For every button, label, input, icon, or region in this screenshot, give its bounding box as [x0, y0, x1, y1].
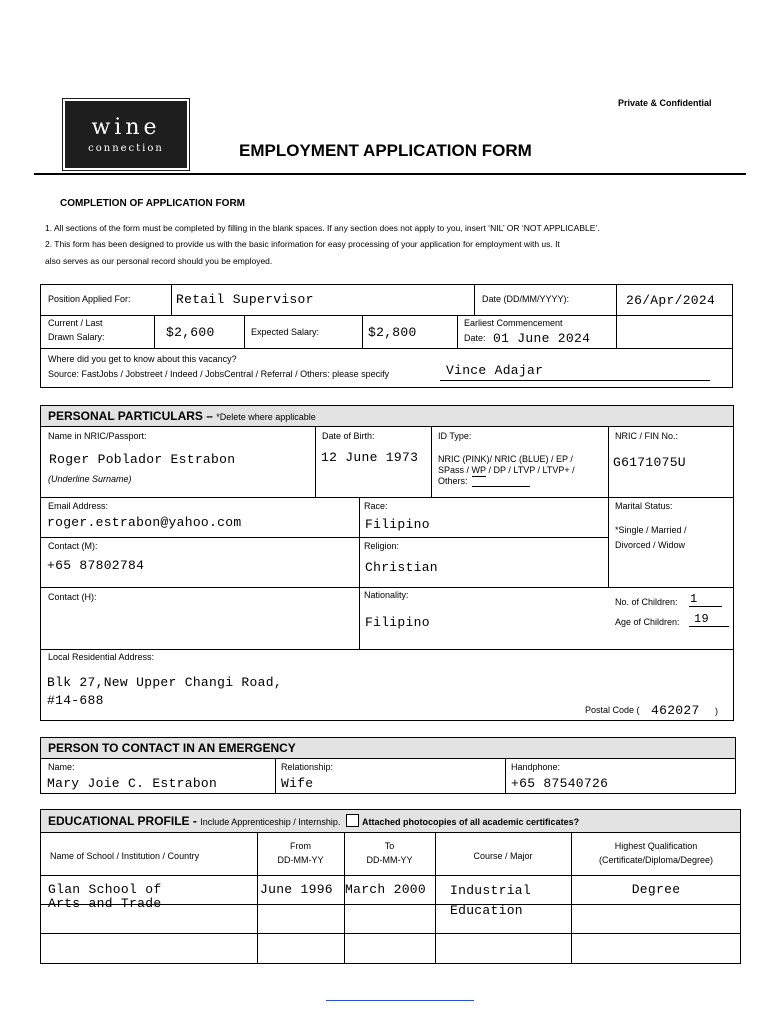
date-field[interactable]: 26/Apr/2024 — [626, 293, 716, 308]
personal-heading — [48, 409, 316, 423]
id-type-options-1: NRIC (PINK)/ NRIC (BLUE) / EP / — [438, 454, 573, 464]
position-col-divider-7 — [457, 315, 458, 348]
dob-field[interactable]: 12 June 1973 — [321, 450, 419, 465]
id-type-others: Others: — [438, 476, 468, 486]
logo-wordmark: wine — [91, 115, 161, 140]
source-label: Source: FastJobs / Jobstreet / Indeed / JobsCentral / Referral / Others: please specify — [48, 369, 390, 379]
postal-code-field[interactable]: 462027 — [651, 703, 700, 718]
current-salary-label-1: Current / Last — [48, 318, 103, 328]
personal-divider-2 — [40, 497, 734, 498]
nationality-field[interactable]: Filipino — [365, 615, 430, 630]
id-type-spass[interactable]: SPass / — [438, 465, 472, 475]
position-col-divider-1 — [171, 284, 172, 315]
nric-field[interactable]: G6171075U — [613, 455, 686, 470]
address-field-line-1[interactable]: Blk 27,New Upper Changi Road, — [47, 675, 282, 690]
children-label: No. of Children: — [615, 597, 678, 607]
col-from-header-1: From — [290, 841, 311, 851]
commencement-date-field[interactable]: 01 June 2024 — [493, 331, 591, 346]
name-field[interactable]: Roger Poblador Estrabon — [49, 452, 236, 467]
position-row-divider-1 — [40, 315, 733, 316]
personal-heading-note: *Delete where applicable — [216, 412, 316, 422]
source-underline — [440, 380, 710, 381]
personal-col-divider-4 — [359, 497, 360, 649]
underline-surname-note: (Underline Surname) — [48, 474, 132, 484]
position-field[interactable]: Retail Supervisor — [176, 292, 314, 307]
contact-m-field[interactable]: +65 87802784 — [47, 558, 145, 573]
header-divider — [34, 173, 746, 175]
commencement-label-1: Earliest Commencement — [464, 318, 563, 328]
postal-code-label: Postal Code ( — [585, 705, 640, 715]
date-label: Date (DD/MM/YYYY): — [482, 294, 570, 304]
contact-h-label: Contact (H): — [48, 592, 97, 602]
education-heading — [48, 814, 579, 828]
attached-note: Attached photocopies of all academic certificates? — [362, 817, 580, 827]
education-heading-text: EDUCATIONAL PROFILE - — [48, 814, 201, 828]
edu-school-field-2[interactable]: Arts and Trade — [48, 896, 162, 911]
col-qualification-header — [571, 841, 741, 866]
position-col-divider-2 — [474, 284, 475, 315]
vacancy-question: Where did you get to know about this vacancy? — [48, 354, 237, 364]
edu-divider-3 — [40, 933, 741, 934]
edu-from-field[interactable]: June 1996 — [260, 882, 333, 897]
relationship-field[interactable]: Wife — [281, 776, 314, 791]
edu-course-field-1[interactable]: Industrial — [450, 883, 532, 898]
children-age-field[interactable]: 19 — [694, 612, 710, 626]
religion-field[interactable]: Christian — [365, 560, 438, 575]
expected-salary-label: Expected Salary: — [251, 327, 320, 337]
children-age-label: Age of Children: — [615, 617, 680, 627]
personal-col-divider-3 — [608, 427, 609, 587]
col-from-header-2: DD-MM-YY — [277, 855, 324, 865]
col-to-header — [344, 841, 435, 866]
emergency-col-divider-2 — [505, 759, 506, 794]
completion-note-2: 2. This form has been designed to provide us with the basic information for easy processing of your application for employment with us. It — [45, 239, 560, 249]
logo-subtitle: connection — [88, 143, 164, 154]
position-label: Position Applied For: — [48, 294, 131, 304]
col-qualification-header-1: Highest Qualification — [614, 841, 698, 851]
emergency-name-field[interactable]: Mary Joie C. Estrabon — [47, 776, 218, 791]
page-title: EMPLOYMENT APPLICATION FORM — [239, 141, 532, 160]
edu-to-field[interactable]: March 2000 — [345, 882, 427, 897]
position-col-divider-4 — [154, 315, 155, 348]
id-type-others-line — [472, 486, 530, 487]
confidential-label: Private & Confidential — [618, 98, 712, 108]
edu-course-field-2[interactable]: Education — [450, 903, 523, 918]
id-type-label: ID Type: — [438, 431, 472, 441]
col-qualification-header-2: (Certificate/Diploma/Degree) — [598, 855, 714, 865]
position-row-divider-2 — [40, 348, 733, 349]
postal-code-close: ) — [715, 706, 718, 716]
edu-divider-1 — [40, 875, 741, 876]
commencement-label-2: Date: — [464, 333, 486, 343]
handphone-label: Handphone: — [511, 762, 561, 772]
personal-divider-3 — [40, 537, 609, 538]
position-col-divider-6 — [362, 315, 363, 348]
children-field[interactable]: 1 — [690, 592, 698, 606]
edu-school-field-1[interactable]: Glan School of — [48, 882, 162, 897]
personal-heading-bar — [41, 406, 733, 427]
race-field[interactable]: Filipino — [365, 517, 430, 532]
edu-qualification-field[interactable]: Degree — [631, 882, 681, 897]
footer-link-line[interactable] — [326, 1000, 474, 1001]
emergency-name-label: Name: — [48, 762, 75, 772]
emergency-heading: PERSON TO CONTACT IN AN EMERGENCY — [48, 741, 296, 755]
id-type-rest[interactable]: / DP / LTVP / LTVP+ / — [486, 465, 575, 475]
personal-heading-text: PERSONAL PARTICULARS – — [48, 409, 217, 423]
marital-options-2[interactable]: Divorced / Widow — [615, 540, 686, 550]
current-salary-field[interactable]: $2,600 — [166, 325, 215, 340]
col-school-header: Name of School / Institution / Country — [50, 851, 200, 861]
position-col-divider-5 — [244, 315, 245, 348]
company-logo — [63, 99, 189, 170]
completion-note-3: also serves as our personal record should you be employed. — [45, 256, 273, 266]
education-heading-bar — [41, 810, 740, 833]
email-label: Email Address: — [48, 501, 109, 511]
personal-divider-4 — [40, 587, 734, 588]
address-label: Local Residential Address: — [48, 652, 155, 662]
col-from-header — [257, 841, 344, 866]
personal-col-divider-2 — [431, 427, 432, 497]
emergency-col-divider-1 — [275, 759, 276, 794]
marital-options-1[interactable]: *Single / Married / — [615, 525, 687, 535]
address-field-line-2[interactable]: #14-688 — [47, 693, 104, 708]
dob-label: Date of Birth: — [322, 431, 375, 441]
education-heading-note: Include Apprenticeship / Internship. — [200, 817, 341, 827]
attached-checkbox[interactable] — [346, 814, 359, 827]
current-salary-label-2: Drawn Salary: — [48, 332, 105, 342]
col-course-header: Course / Major — [473, 851, 533, 861]
personal-divider-5 — [40, 649, 734, 650]
position-col-divider-3 — [616, 284, 617, 348]
completion-heading: COMPLETION OF APPLICATION FORM — [60, 198, 245, 209]
handphone-field[interactable]: +65 87540726 — [511, 776, 609, 791]
religion-label: Religion: — [364, 541, 400, 551]
source-field[interactable]: Vince Adajar — [446, 363, 544, 378]
contact-m-label: Contact (M): — [48, 541, 98, 551]
nationality-label: Nationality: — [364, 590, 409, 600]
email-field[interactable]: roger.estrabon@yahoo.com — [47, 515, 242, 530]
id-type-wp-selected[interactable]: WP — [471, 465, 487, 475]
completion-note-1: 1. All sections of the form must be completed by filling in the blank spaces. If any section does not apply to you, insert ‘NIL’ OR ‘NOT APPLICABLE’. — [45, 223, 600, 233]
nric-label: NRIC / FIN No.: — [615, 431, 679, 441]
name-label: Name in NRIC/Passport: — [48, 431, 147, 441]
col-to-header-1: To — [384, 841, 395, 851]
emergency-heading-bar — [41, 738, 735, 759]
race-label: Race: — [364, 501, 388, 511]
relationship-label: Relationship: — [281, 762, 334, 772]
current-salary-label — [48, 318, 105, 343]
personal-col-divider-1 — [315, 427, 316, 497]
marital-label: Marital Status: — [615, 501, 673, 511]
expected-salary-field[interactable]: $2,800 — [368, 325, 417, 340]
col-to-header-2: DD-MM-YY — [366, 855, 413, 865]
